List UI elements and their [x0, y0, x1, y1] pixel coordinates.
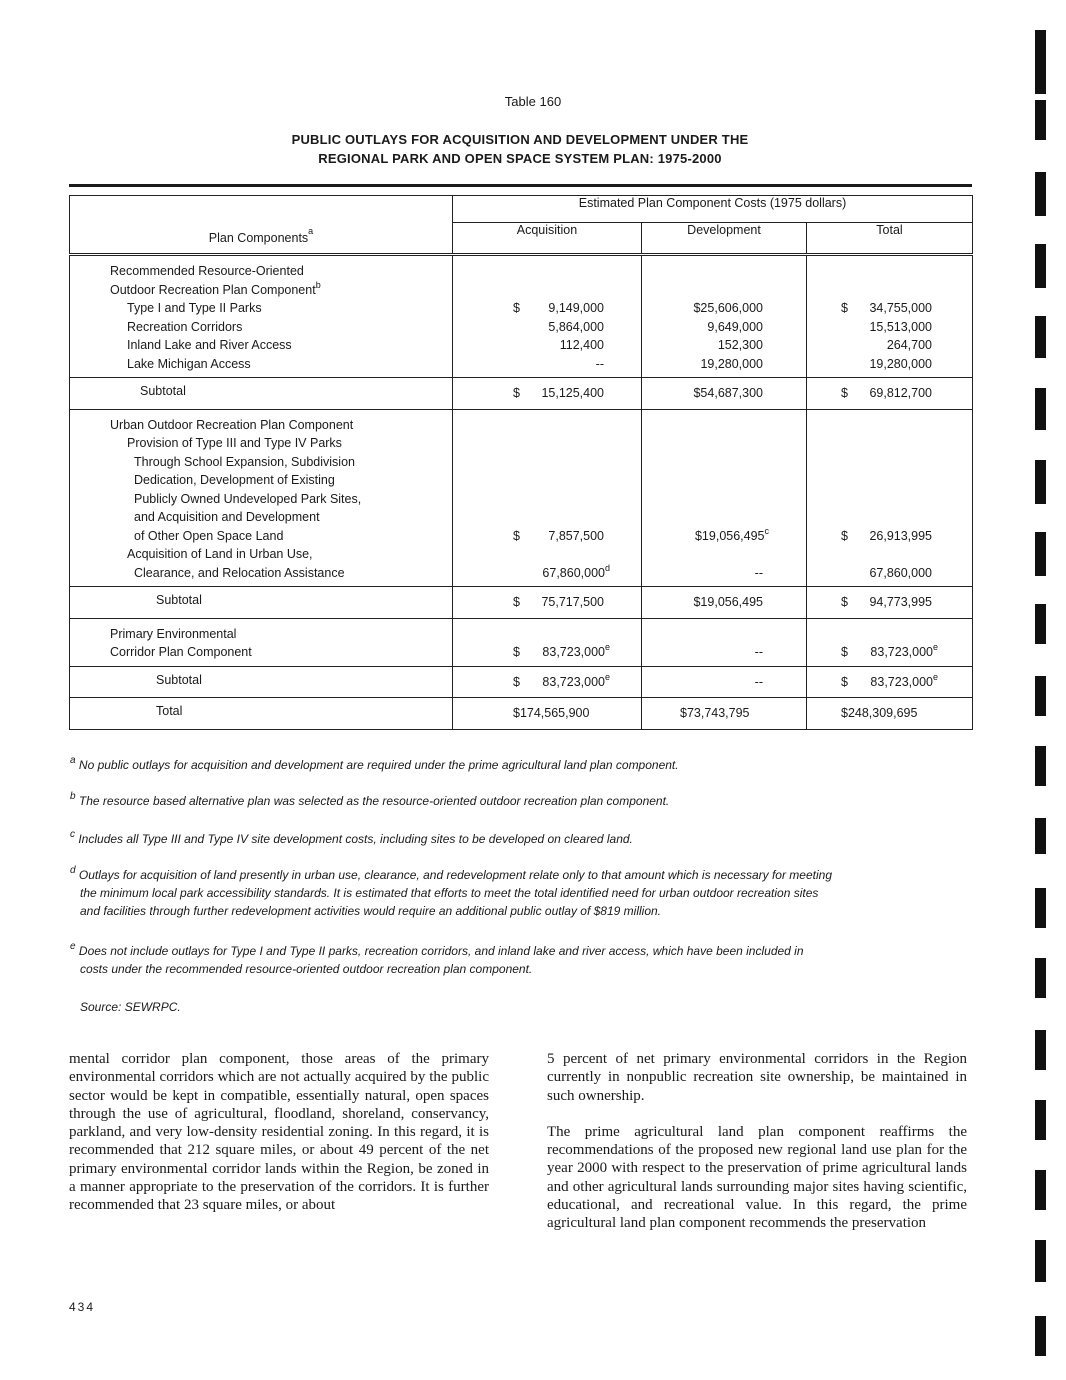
subtotal-amount: $54,687,300	[693, 386, 763, 400]
subtotal-row	[70, 587, 973, 619]
total-value	[807, 355, 972, 374]
development-value	[642, 434, 806, 453]
edge-mark	[1035, 818, 1046, 854]
footnote-mark: c	[70, 829, 75, 840]
dollar-sign: $	[513, 386, 520, 400]
subtotal-acquisition-value	[453, 673, 641, 692]
total-value	[807, 318, 972, 337]
section-components-cell	[70, 255, 453, 378]
acquisition-value	[453, 281, 641, 300]
grand-total-total	[807, 698, 973, 730]
total-cell	[807, 618, 973, 666]
footnote-line	[70, 830, 960, 848]
edge-mark	[1035, 244, 1046, 288]
footnote-e	[70, 942, 960, 978]
footnote-mark: b	[315, 279, 321, 290]
total-value	[807, 545, 972, 564]
development-value	[642, 281, 806, 300]
subtotal-development	[642, 378, 807, 410]
development-value	[642, 453, 806, 472]
footnote-a	[70, 756, 960, 774]
edge-mark	[1035, 30, 1046, 94]
acquisition-value	[453, 299, 641, 318]
acquisition-value	[453, 434, 641, 453]
dollar-sign: $	[841, 674, 848, 689]
footnote-line	[70, 792, 960, 810]
subtotal-amount: 83,723,000	[870, 674, 933, 689]
development-amount: --	[754, 565, 763, 580]
acquisition-value	[453, 453, 641, 472]
total-value	[807, 453, 972, 472]
acquisition-value	[453, 508, 641, 527]
footnote-line	[70, 884, 960, 902]
development-cell	[642, 255, 807, 378]
footnote-text: costs under the recommended resource-oriented outdoor recreation plan component.	[80, 962, 533, 976]
dollar-sign: $	[841, 386, 848, 400]
header-total: Total	[807, 223, 973, 255]
edge-mark	[1035, 388, 1046, 430]
component-label	[70, 508, 452, 527]
subtotal-amount: 75,717,500	[541, 595, 604, 609]
footnote-mark: d	[604, 562, 610, 573]
component-label-text: Lake Michigan Access	[127, 356, 251, 371]
footnote-mark: e	[604, 671, 610, 682]
subtotal-total-value	[807, 384, 972, 403]
development-value	[642, 564, 806, 583]
edge-mark	[1035, 1100, 1046, 1140]
acquisition-cell	[453, 409, 642, 587]
total-value	[807, 643, 972, 662]
acquisition-value	[453, 318, 641, 337]
subtotal-label: Subtotal	[70, 378, 453, 410]
development-value	[642, 643, 806, 662]
dollar-sign: $	[513, 595, 520, 609]
acquisition-amount: 83,723,000	[542, 645, 605, 659]
edge-mark	[1035, 100, 1046, 140]
grand-total-development-value: $73,743,795	[680, 706, 750, 720]
edge-mark	[1035, 746, 1046, 786]
total-value	[807, 262, 972, 281]
body-column-right	[547, 1050, 967, 1251]
footnote-mark: e	[932, 642, 938, 652]
development-amount: 19,280,000	[700, 356, 763, 371]
table-body	[70, 255, 973, 730]
dollar-sign: $	[841, 301, 848, 315]
grand-total-label: Total	[70, 698, 453, 730]
dollar-sign: $	[513, 674, 520, 689]
edge-mark	[1035, 460, 1046, 504]
component-label-text: Outdoor Recreation Plan Component	[110, 282, 316, 297]
footnote-line	[70, 866, 960, 884]
component-label	[70, 262, 452, 281]
footnote-text: the minimum local park accessibility standards. It is estimated that efforts to meet the total identified need for urban outdoor recreation sites	[80, 886, 819, 900]
total-amount: 67,860,000	[869, 565, 932, 580]
outlays-table	[69, 195, 973, 730]
footnote-line	[70, 942, 960, 960]
subtotal-development-value	[642, 384, 806, 403]
footnote-mark: c	[764, 525, 769, 536]
total-value	[807, 527, 972, 546]
header-costs-group: Estimated Plan Component Costs (1975 dollars)	[453, 196, 973, 223]
subtotal-total-value	[807, 593, 972, 612]
total-amount: 34,755,000	[869, 301, 932, 315]
component-label-text: Type I and Type II Parks	[127, 301, 262, 315]
acquisition-cell	[453, 618, 642, 666]
subtotal-acquisition	[453, 666, 642, 698]
acquisition-value	[453, 564, 641, 583]
total-value	[807, 564, 972, 583]
component-label	[70, 453, 452, 472]
component-label	[70, 625, 452, 644]
component-label-text: Recreation Corridors	[127, 319, 243, 334]
total-amount: 26,913,995	[869, 528, 932, 543]
development-value	[642, 625, 806, 644]
component-label	[70, 416, 452, 435]
component-label	[70, 471, 452, 490]
header-row-1	[70, 196, 973, 223]
body-paragraph: 5 percent of net primary environmental corridors in the Region currently in nonpublic recreation site ownership, be maintained in such ownership.	[547, 1051, 967, 1104]
dollar-sign: $	[841, 645, 848, 659]
acquisition-amount: 5,864,000	[548, 319, 604, 334]
source-note: Source: SEWRPC.	[80, 1000, 181, 1014]
subtotal-acquisition-value	[453, 593, 641, 612]
footnote-mark: d	[70, 865, 76, 876]
footnote-mark: a	[70, 755, 76, 766]
component-label	[70, 434, 452, 453]
acquisition-value	[453, 490, 641, 509]
total-value	[807, 508, 972, 527]
subtotal-amount: 15,125,400	[541, 386, 604, 400]
component-label-text: Primary Environmental	[110, 626, 237, 641]
body-column-left	[69, 1050, 489, 1233]
component-label	[70, 299, 452, 318]
development-amount: 152,300	[717, 338, 763, 352]
component-label-text: Publicly Owned Undeveloped Park Sites,	[134, 491, 362, 506]
component-label	[70, 490, 452, 509]
subtotal-total-value	[807, 673, 972, 692]
grand-total-acquisition-value: $174,565,900	[513, 706, 590, 720]
total-value	[807, 336, 972, 355]
component-label-text: Provision of Type III and Type IV Parks	[127, 436, 342, 450]
footnote-line	[70, 960, 960, 978]
total-value	[807, 416, 972, 435]
section-components-cell	[70, 618, 453, 666]
total-value	[807, 434, 972, 453]
edge-mark	[1035, 888, 1046, 928]
acquisition-value	[453, 625, 641, 644]
subtotal-amount: 94,773,995	[869, 595, 932, 609]
total-amount: 83,723,000	[870, 645, 933, 659]
footnote-text: No public outlays for acquisition and development are required under the prime agricultural land plan component.	[78, 758, 679, 772]
edge-mark	[1035, 532, 1046, 576]
acquisition-cell	[453, 255, 642, 378]
total-cell	[807, 255, 973, 378]
header-components-text: Plan Components	[208, 231, 309, 245]
development-value	[642, 527, 806, 546]
subtotal-total	[807, 587, 973, 619]
component-label-text: Acquisition of Land in Urban Use,	[127, 547, 313, 561]
section-components-cell	[70, 409, 453, 587]
grand-total-row	[70, 698, 973, 730]
development-amount: $25,606,000	[693, 301, 763, 315]
component-label-text: Clearance, and Relocation Assistance	[134, 565, 345, 580]
total-cell	[807, 409, 973, 587]
subtotal-acquisition	[453, 378, 642, 410]
edge-mark	[1035, 316, 1046, 358]
edge-mark	[1035, 172, 1046, 216]
component-label-text: Corridor Plan Component	[110, 645, 252, 659]
development-value	[642, 318, 806, 337]
component-label-text: Through School Expansion, Subdivision	[134, 454, 355, 469]
dollar-sign: $	[513, 528, 520, 543]
footnote-c	[70, 830, 960, 848]
edge-mark	[1035, 1170, 1046, 1210]
subtotal-row	[70, 378, 973, 410]
total-amount: 19,280,000	[869, 356, 932, 371]
dollar-sign: $	[513, 645, 520, 659]
acquisition-value	[453, 643, 641, 662]
acquisition-amount: 67,860,000	[542, 565, 605, 580]
grand-total-acquisition	[453, 698, 642, 730]
page-number: 434	[69, 1300, 96, 1314]
footnote-mark: b	[70, 791, 76, 802]
total-amount: 264,700	[886, 338, 932, 352]
component-label	[70, 318, 452, 337]
subtotal-total	[807, 666, 973, 698]
subtotal-amount: $19,056,495	[693, 595, 763, 609]
component-label-text: and Acquisition and Development	[134, 510, 320, 524]
total-amount: 15,513,000	[869, 319, 932, 334]
component-label-text: of Other Open Space Land	[134, 528, 284, 543]
footnote-mark: e	[70, 941, 76, 952]
footnote-d	[70, 866, 960, 920]
footnote-text: The resource based alternative plan was selected as the resource-oriented outdoor recreation plan component.	[78, 794, 670, 808]
footnote-b	[70, 792, 960, 810]
component-label-text: Dedication, Development of Existing	[134, 473, 335, 487]
component-label	[70, 643, 452, 662]
edge-mark	[1035, 1030, 1046, 1070]
acquisition-value	[453, 336, 641, 355]
body-paragraph: The prime agricultural land plan component reaffirms the recommendations of the proposed new regional land use plan for the year 2000 with respect to the preservation of prime agricultural lands and other agricultural lands surrounding major sites having scientific, educational, and recreational value. In this regard, the prime agricultural land plan component recommends the preservation	[547, 1123, 967, 1232]
acquisition-amount: 7,857,500	[548, 528, 604, 543]
subtotal-amount: 83,723,000	[542, 674, 605, 689]
acquisition-value	[453, 471, 641, 490]
development-amount: 9,649,000	[707, 319, 763, 334]
subtotal-acquisition	[453, 587, 642, 619]
development-cell	[642, 618, 807, 666]
footnote-line	[70, 902, 960, 920]
subtotal-development	[642, 587, 807, 619]
acquisition-value	[453, 545, 641, 564]
component-label-text: Recommended Resource-Oriented	[110, 264, 304, 278]
edge-mark	[1035, 958, 1046, 998]
section-row	[70, 255, 973, 378]
footnote-text: Outlays for acquisition of land presently in urban use, clearance, and redevelopment relate only to that amount which is necessary for meeting	[78, 868, 832, 882]
header-plan-components	[70, 196, 453, 255]
development-cell	[642, 409, 807, 587]
development-amount: $19,056,495	[694, 528, 765, 543]
component-label-text: Urban Outdoor Recreation Plan Component	[110, 417, 354, 432]
development-value	[642, 508, 806, 527]
total-value	[807, 299, 972, 318]
acquisition-value	[453, 355, 641, 374]
footnote-mark: e	[932, 671, 938, 682]
subtotal-development-value	[642, 673, 806, 692]
subtotal-amount: --	[754, 674, 763, 689]
footnote-text: and facilities through further redevelopment activities would require an additional public outlay of $819 million.	[80, 904, 662, 918]
subtotal-label: Subtotal	[70, 587, 453, 619]
subtotal-development	[642, 666, 807, 698]
development-value	[642, 471, 806, 490]
subtotal-amount: 69,812,700	[869, 386, 932, 400]
development-value	[642, 416, 806, 435]
edge-mark	[1035, 676, 1046, 716]
acquisition-value	[453, 262, 641, 281]
development-value	[642, 545, 806, 564]
dollar-sign: $	[841, 528, 848, 543]
component-label	[70, 564, 452, 583]
component-label	[70, 545, 452, 564]
footnote-mark: e	[604, 642, 610, 652]
acquisition-amount: 9,149,000	[548, 301, 604, 315]
grand-total-total-value: $248,309,695	[841, 706, 918, 720]
footnote-text: Does not include outlays for Type I and Type II parks, recreation corridors, and inland lake and river access, which have been included in	[78, 944, 804, 958]
subtotal-label: Subtotal	[70, 666, 453, 698]
acquisition-amount: --	[595, 356, 604, 371]
dollar-sign: $	[513, 301, 520, 315]
acquisition-value	[453, 527, 641, 546]
total-value	[807, 490, 972, 509]
development-value	[642, 262, 806, 281]
development-value	[642, 355, 806, 374]
section-row	[70, 409, 973, 587]
subtotal-development-value	[642, 593, 806, 612]
dollar-sign: $	[841, 595, 848, 609]
component-label	[70, 336, 452, 355]
edge-mark	[1035, 1240, 1046, 1282]
grand-total-development	[642, 698, 807, 730]
table-title-line-2: REGIONAL PARK AND OPEN SPACE SYSTEM PLAN: 1975-2000	[318, 151, 722, 166]
footnote-line	[70, 756, 960, 774]
title-rule	[69, 184, 972, 187]
total-value	[807, 471, 972, 490]
edge-mark	[1035, 604, 1046, 644]
total-value	[807, 281, 972, 300]
acquisition-value	[453, 416, 641, 435]
component-label	[70, 527, 452, 546]
header-acquisition: Acquisition	[453, 223, 642, 255]
table-title-line-1: PUBLIC OUTLAYS FOR ACQUISITION AND DEVELOPMENT UNDER THE	[291, 132, 749, 147]
section-row	[70, 618, 973, 666]
subtotal-row	[70, 666, 973, 698]
total-value	[807, 625, 972, 644]
component-label-text: Inland Lake and River Access	[127, 338, 292, 352]
development-amount: --	[754, 645, 763, 659]
table-label: Table 160	[504, 94, 562, 109]
subtotal-total	[807, 378, 973, 410]
body-paragraph: mental corridor plan component, those areas of the primary environmental corridors which are not actually acquired by the public sector would be kept in compatible, essentially natural, open spaces through the use of agricultural, floodland, shoreland, conservancy, parkland, and very low-density residential zoning. In this regard, it is recommended that 212 square miles, or about 49 percent of the net primary environmental corridor lands within the Region, be zoned in a manner appropriate to the preservation of the corridors. It is further recommended that 23 square miles, or about	[69, 1051, 489, 1214]
component-label	[70, 355, 452, 374]
development-value	[642, 490, 806, 509]
header-development: Development	[642, 223, 807, 255]
development-value	[642, 299, 806, 318]
header-components-note: a	[308, 226, 314, 236]
edge-mark	[1035, 1316, 1046, 1356]
acquisition-amount: 112,400	[559, 338, 604, 352]
component-label	[70, 281, 452, 300]
subtotal-acquisition-value	[453, 384, 641, 403]
footnote-text: Includes all Type III and Type IV site development costs, including sites to be developed on cleared land.	[78, 832, 633, 846]
development-value	[642, 336, 806, 355]
